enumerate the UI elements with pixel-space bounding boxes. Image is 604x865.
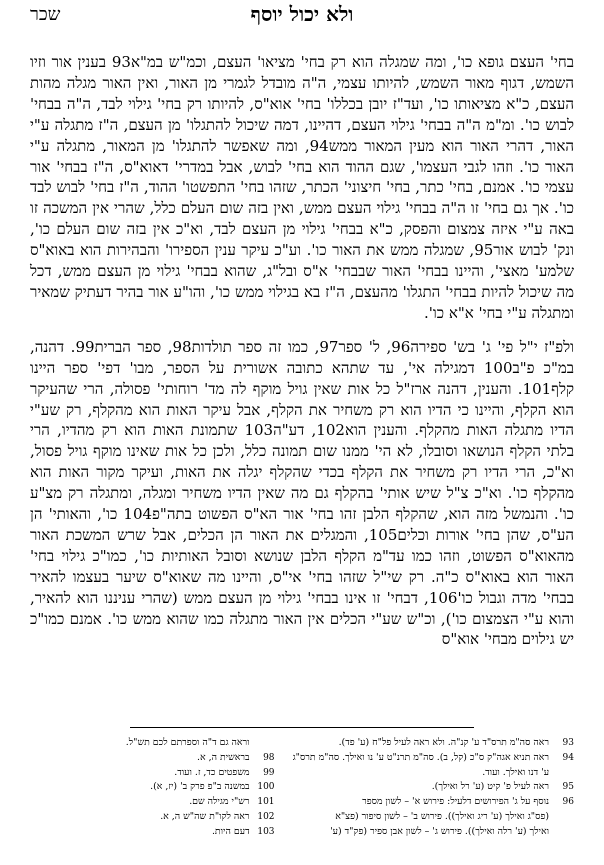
footnote-number: 95 (562, 782, 574, 793)
footnotes-left-column (30, 736, 275, 840)
main-text (30, 52, 574, 650)
footnote (30, 825, 275, 840)
footnote-text: וראה גם ד"ה וספרתם לכם תש"ל. (125, 737, 250, 748)
footnote-number: 101 (257, 797, 275, 808)
footnote-number: 93 (562, 738, 574, 748)
paragraph: בחי' העצם גופא כו', ומה שמגלה הוא רק בחי' מציאו' העצם, וכמ"ש במ"א93 בענין אור וזיו השמש, דגוף מאור השמש, להיותו עצמי, ה"ה מובדל לגמרי מן האור, ואין האור מגלה מהות העצם, כ"א מציאותו כו', ועד"ז יובן בכללו' בחי' אוא"ס, להיותו רק בחי' גילוי לבד, ה"ה בבחי' לבוש כו'. ומ"מ ה"ה בבחי' גילוי העצם, דהיינו, דמה שיכול להתגלו' מן העצם, ה"ז מתגלה ע"י האור, דהרי האור הוא מעין המאור ממש94, ומה שאפשר להתגלו' מן המאור, מתגלה ע"י האור כו'. וזהו לגבי העצמו', שגם ההוד הוא בחי' לבוש, אבל במדרי' דאוא"ס, ה"ז בבחי' אור עצמי כו'. אמנם, בחי' כתר, בחי' חיצוני' הכתר, שזהו בחי' התפשטו' ההוד, ה"ז בחי' לבוש לבד כו'. אך גם בחי' זו ה"ה בבחי' גילוי העצם ממש, ואין בזה שום העלם כלל, שהרי אין המשכה זו באה ע"י איזה צמצום והפסק, כ"א בבחי' גילוי מן העצם לבד, וא"כ אין בזה שום העלם כו', ונק' לבוש אור95, שמגלה ממש את האור כו'. וע"כ עיקר ענין הספירו' והבהירות הוא באוא"ס שלמע' מאצי', והיינו בבחי' האור שבבחי' א"ס ובל"ג, שהוא בבחי' גילוי מן העצם ממש, דכל מה שיכול להיות בבחי' התגלו' מהעצם, ה"ז בא בגילוי ממש כו', והו"ע אור בהיר דעתיק שמאיר ומתגלה ע"י בחי' א"א כו'. (30, 53, 575, 322)
footnote (293, 766, 574, 781)
footnote-number: 102 (257, 811, 275, 822)
footnote (30, 810, 275, 825)
footnote-divider (130, 727, 474, 728)
footnote-text: במשנה ב"פ פרק ב' (יז, א). (150, 781, 250, 793)
footnote-number: 96 (562, 797, 574, 808)
footnote (293, 736, 574, 751)
footnote (293, 825, 574, 840)
footnote-text: ראה לקו"ת שה"ש ה, א. (160, 810, 250, 822)
footnote-text: נוסף על ג' הפירושים דלעיל: פירוש א' – לשון מספר (362, 796, 550, 808)
footnote-number: 100 (257, 782, 275, 793)
footnote-number: 103 (257, 826, 275, 837)
page-header (0, 0, 604, 40)
footnote-text: ע' דנו ואילך. ועוד. (482, 766, 550, 778)
footnote (293, 751, 574, 766)
footnote (30, 751, 275, 766)
footnote (30, 736, 275, 751)
footnote-number: 99 (263, 767, 275, 778)
footnote (30, 780, 275, 795)
footnote-number: 98 (263, 752, 275, 763)
footnote (30, 795, 275, 810)
footnotes-right-column (293, 736, 574, 840)
footnote-text: ראה לעיל פ' קיט (ע' רל ואילך). (431, 781, 550, 793)
footnote-text: ואילך (ע' רלה ואילך)). פירוש ג' – לשון אבן ספיר (פק"ד (ע' (330, 825, 550, 837)
footnote (293, 795, 574, 810)
running-title: ולא יכול יוסף (250, 2, 354, 26)
footnote-text: משפטים כד, ז. ועוד. (174, 766, 250, 778)
footnote-text: דעם היות. (211, 825, 250, 837)
page-label: שכר (30, 4, 61, 25)
footnote-text: ראה תניא אגה"ק ס"כ (קל, ב). סה"מ תרנ"ט ע' נו ואילך. סה"מ תרס"ג (292, 751, 550, 763)
paragraph: ולפ"ז י"ל פי' ג' בש' ספירה96, ל' ספר97, כמו זה ספר תולדות98, ספר הברית99. דהנה, במ"כ פ"ב100 דמגילה אי', עד שתהא כתובה אשורית על הספר, מבו' דפי' ספר היינו קלף101. והענין, דהנה ארז"ל כל אות שאין גויל מוקף לה מד' רוחותי' פסולה, הרי שהעיקר הוא הקלף, והיינו כי הדיו הוא רק משחיר את הקלף, אבל עיקר האות הוא מהקלף, רק שע"י הדיו מתגלה האות מהקלף. והענין הוא102, דע"ה103 שתמונת האות הוא רק מהדיו, הרי בלתי הקלף הנושאו וסובלו, לא הי' ממנו שום תמונה כלל, ולכן כל אות שאינו מוקף גויל פסול, וא"כ, הרי הדיו רק משחיר את הקלף בכדי שהקלף יגלה את האות, ועיקר מקור האות הוא מהקלף כו'. וא"כ צ"ל שיש אותי' בהקלף גם מה שאין הדיו משחיר ומגלה, ומתגלה רק מצ"ע כו'. והנמשל מזה הוא, שהקלף הלבן זהו בחי' אור הא"ס הפשוט בתה"פ104 כו', והאותי' הן הע"ס, שהן בחי' אורות וכלים105, והמגלים את האור הן הכלים, אבל שרש המשכת האור מהאוא"ס הפשוט, וזהו כמו עד"מ הקלף הלבן שנושא וסובל האותיות כו', כמו"כ גילוי בחי' האור הוא באוא"ס כ"ה. רק שי"ל שזהו בחי' אי"ס, והיינו מה שאוא"ס שיער בעצמו להאיר בבחי' מדה וגבול כו'106, דבחי' זו אינו בבחי' גילוי מן העצם ממש (שהרי עניננו הוא להאיר, והוא ע"י הצמצום כו'), וכ"ש שע"י הכלים אין האור מתגלה כמו שהוא ממש כו'. אמנם כמו"כ יש גילוים מבחי' אוא"ס (30, 337, 575, 649)
footnote-text: בראשית ה, א. (197, 751, 250, 763)
footnote-text: רש"י מגילה שם. (189, 796, 250, 808)
footnote (293, 780, 574, 795)
footnote-text: ראה סה"מ תרס"ד ע' קנ"ה. ולא ראה לעיל פל"ח (ע' פד). (338, 737, 550, 748)
footnote-number: 94 (562, 752, 574, 763)
footnote (30, 766, 275, 781)
footnote-text: (פס"ג ואילך (ע' ריג ואילך)). פירוש ב' – לשון סיפור (פצ"א (335, 810, 550, 822)
footnotes (30, 736, 574, 840)
footnote (293, 810, 574, 825)
